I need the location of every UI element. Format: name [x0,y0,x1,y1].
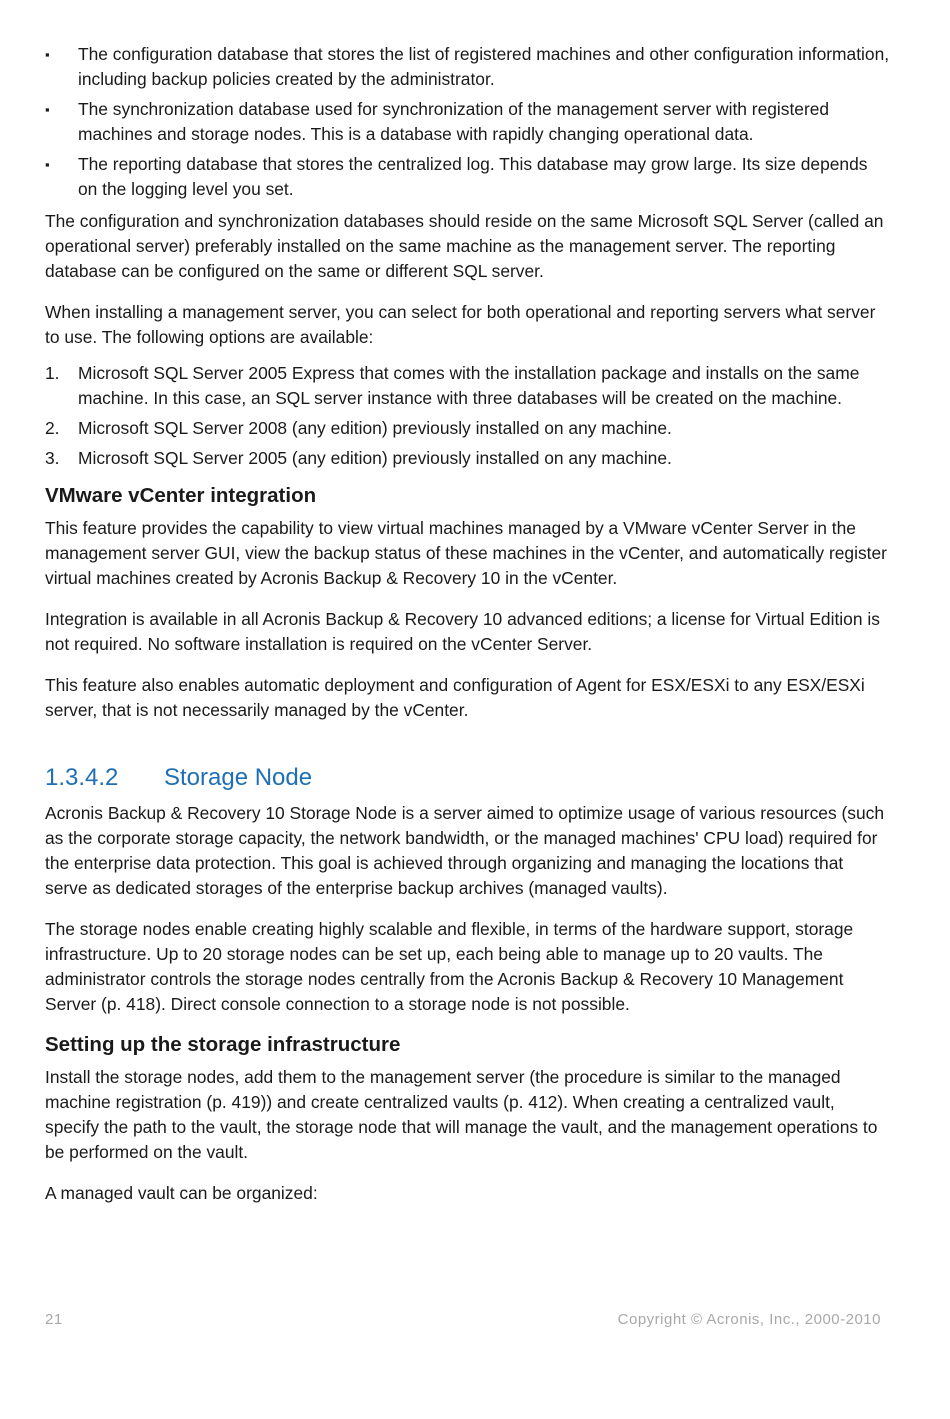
item-number: 1. [45,363,60,383]
item-text: Microsoft SQL Server 2005 (any edition) previously installed on any machine. [78,448,672,468]
list-item [45,97,890,147]
item-text: Microsoft SQL Server 2005 Express that comes with the installation package and installs on the same machine. In this case, an SQL server instance with three databases will be created on the machine. [78,363,860,408]
heading-setup: Setting up the storage infrastructure [45,1033,401,1056]
paragraph-db-location: The configuration and synchronization databases should reside on the same Microsoft SQL Server (called an operational server) preferably installed on the same machine as the management server. The reporting database can be configured on the same or different SQL server. [45,211,884,281]
paragraph-setup-2: A managed vault can be organized: [45,1183,318,1203]
paragraph-storage-1: Acronis Backup & Recovery 10 Storage Node is a server aimed to optimize usage of various resources (such as the corporate storage capacity, the network bandwidth, or the managed machines' CPU load) required for the enterprise data protection. This goal is achieved through organizing and managing the locations that serve as dedicated storages of the enterprise backup archives (managed vaults). [45,803,885,898]
bullet-text: The synchronization database used for synchronization of the management server with registered machines and storage nodes. This is a database with rapidly changing operational data. [78,99,830,144]
list-item [45,416,890,441]
paragraph-storage-2: The storage nodes enable creating highly scalable and flexible, in terms of the hardware support, storage infrastructure. Up to 20 storage nodes can be set up, each being able to manage up to 20 vaults. The administrator controls the storage nodes centrally from the Acronis Backup & Recovery 10 Management Server (p. 418). Direct console connection to a storage node is not possible. [45,919,854,1014]
document-page [45,42,890,1206]
paragraph-vcenter-2: Integration is available in all Acronis Backup & Recovery 10 advanced editions; a license for Virtual Edition is not required. No software installation is required on the vCenter Server. [45,609,880,654]
list-item [45,361,890,411]
list-item [45,42,890,92]
paragraph-vcenter-1: This feature provides the capability to view virtual machines managed by a VMware vCenter Server in the management server GUI, view the backup status of these machines in the vCenter, and automatically register virtual machines created by Acronis Backup & Recovery 10 in the vCenter. [45,518,887,588]
paragraph-select-servers: When installing a management server, you can select for both operational and reporting servers what server to use. The following options are available: [45,302,876,347]
page-number: 21 [45,1311,63,1328]
item-number: 2. [45,418,60,438]
item-number: 3. [45,448,60,468]
section-number: 1.3.4.2 [45,764,119,791]
copyright-notice: Copyright © Acronis, Inc., 2000-2010 [617,1311,881,1328]
section-heading [45,763,890,793]
item-text: Microsoft SQL Server 2008 (any edition) previously installed on any machine. [78,418,672,438]
heading-vcenter: VMware vCenter integration [45,484,317,507]
bullet-marker: ▪ [45,157,50,172]
section-title: Storage Node [164,764,313,791]
database-bullet-list [45,42,890,202]
bullet-marker: ▪ [45,47,50,62]
server-options-list [45,361,890,471]
paragraph-vcenter-3: This feature also enables automatic deployment and configuration of Agent for ESX/ESXi to any ESX/ESXi server, that is not necessarily managed by the vCenter. [45,675,865,720]
bullet-marker: ▪ [45,102,50,117]
list-item [45,152,890,202]
list-item [45,446,890,471]
bullet-text: The configuration database that stores the list of registered machines and other configuration information, including backup policies created by the administrator. [78,44,890,89]
paragraph-setup-1: Install the storage nodes, add them to the management server (the procedure is similar to the managed machine registration (p. 419)) and create centralized vaults (p. 412). When creating a centralized vault, specify the path to the vault, the storage node that will manage the vault, and the management operations to be performed on the vault. [45,1067,878,1162]
bullet-text: The reporting database that stores the centralized log. This database may grow large. Its size depends on the logging level you set. [78,154,868,199]
